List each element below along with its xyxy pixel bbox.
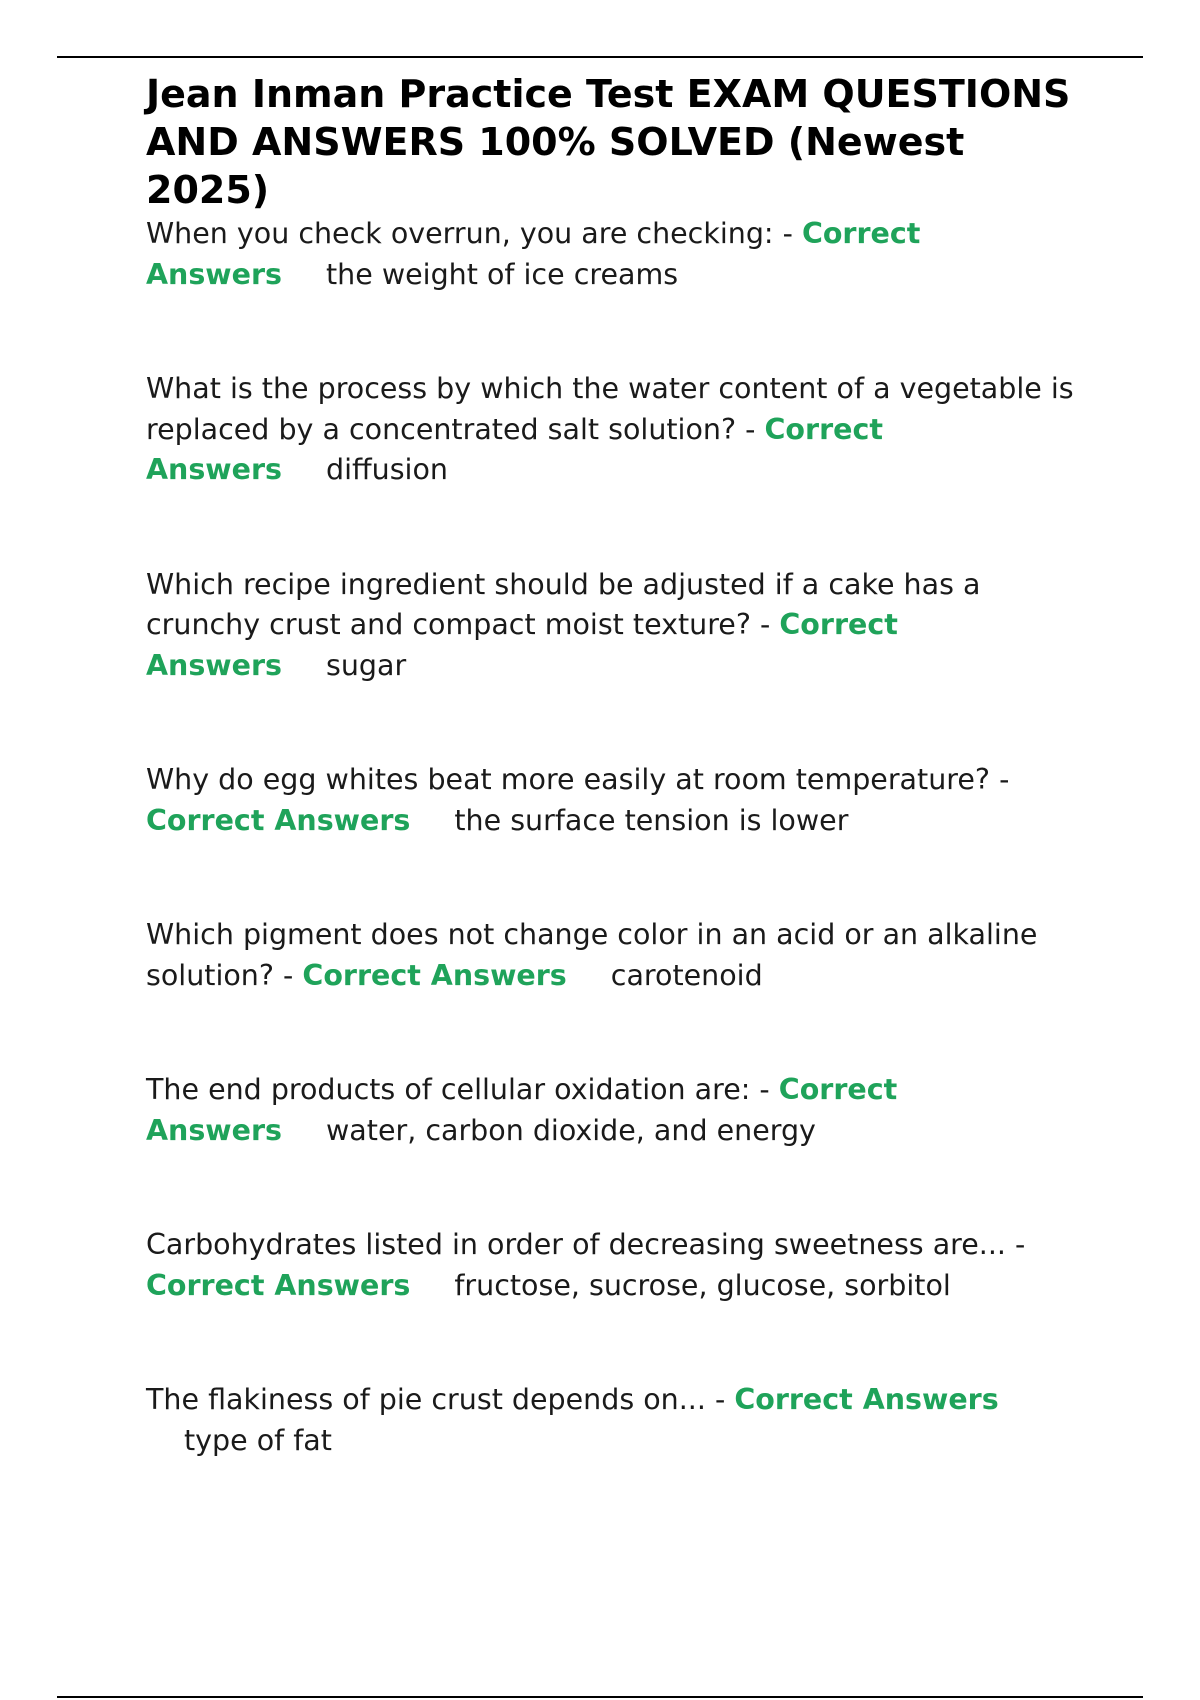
answer-text: the surface tension is lower xyxy=(454,803,849,837)
qa-item-1 xyxy=(146,214,1096,295)
answer-text: the weight of ice creams xyxy=(326,257,679,291)
separator: - xyxy=(1005,1228,1026,1261)
qa-item-6 xyxy=(146,1070,1096,1151)
question-text: When you check overrun, you are checking: xyxy=(146,217,774,250)
correct-answers-label: Correct Answers xyxy=(146,412,883,486)
qa-item-7 xyxy=(146,1225,1096,1306)
correct-answers-label: Correct Answers xyxy=(146,217,921,291)
question-text: The flakiness of pie crust depends on... xyxy=(146,1383,706,1416)
answer-text: fructose, sucrose, glucose, sorbitol xyxy=(454,1268,951,1302)
bottom-rule xyxy=(57,1696,1143,1698)
answer-text: type of fat xyxy=(184,1423,332,1457)
question-text: Why do egg whites beat more easily at room temperature? xyxy=(146,763,991,796)
answer-text: sugar xyxy=(326,648,407,682)
separator: - xyxy=(990,763,1010,796)
answer-text: diffusion xyxy=(326,453,448,486)
separator: - xyxy=(736,412,765,446)
correct-answers-label: Correct Answers xyxy=(146,608,898,682)
separator: - xyxy=(750,608,780,641)
question-text: The end products of cellular oxidation are: xyxy=(146,1073,751,1106)
qa-item-2 xyxy=(146,369,1096,491)
separator: - xyxy=(274,958,303,992)
correct-answers-label: Correct Answers xyxy=(734,1383,999,1416)
qa-item-3 xyxy=(146,565,1096,687)
correct-answers-label: Correct Answers xyxy=(146,1073,898,1147)
separator: - xyxy=(705,1383,735,1416)
separator: - xyxy=(773,217,802,250)
correct-answers-label: Correct Answers xyxy=(146,1268,411,1302)
qa-item-5 xyxy=(146,915,1096,996)
qa-item-4 xyxy=(146,760,1096,841)
question-text: What is the process by which the water content of a vegetable is replaced by a concentrated salt solution? xyxy=(146,372,1074,446)
answer-text: water, carbon dioxide, and energy xyxy=(326,1113,816,1147)
document-title: Jean Inman Practice Test EXAM QUESTIONS AND ANSWERS 100% SOLVED (Newest 2025) xyxy=(146,72,1071,212)
correct-answers-label: Correct Answers xyxy=(302,958,567,992)
question-text: Carbohydrates listed in order of decreasing sweetness are... xyxy=(146,1228,1006,1261)
answer-text: carotenoid xyxy=(610,958,763,992)
top-rule xyxy=(57,56,1143,58)
qa-item-8 xyxy=(146,1380,1096,1461)
question-text: Which pigment does not change color in an acid or an alkaline solution? xyxy=(146,918,1038,992)
document-body xyxy=(146,70,1096,1461)
question-text: Which recipe ingredient should be adjusted if a cake has a crunchy crust and compact moist texture? xyxy=(146,567,981,641)
separator: - xyxy=(750,1073,779,1106)
correct-answers-label: Correct Answers xyxy=(146,803,411,837)
